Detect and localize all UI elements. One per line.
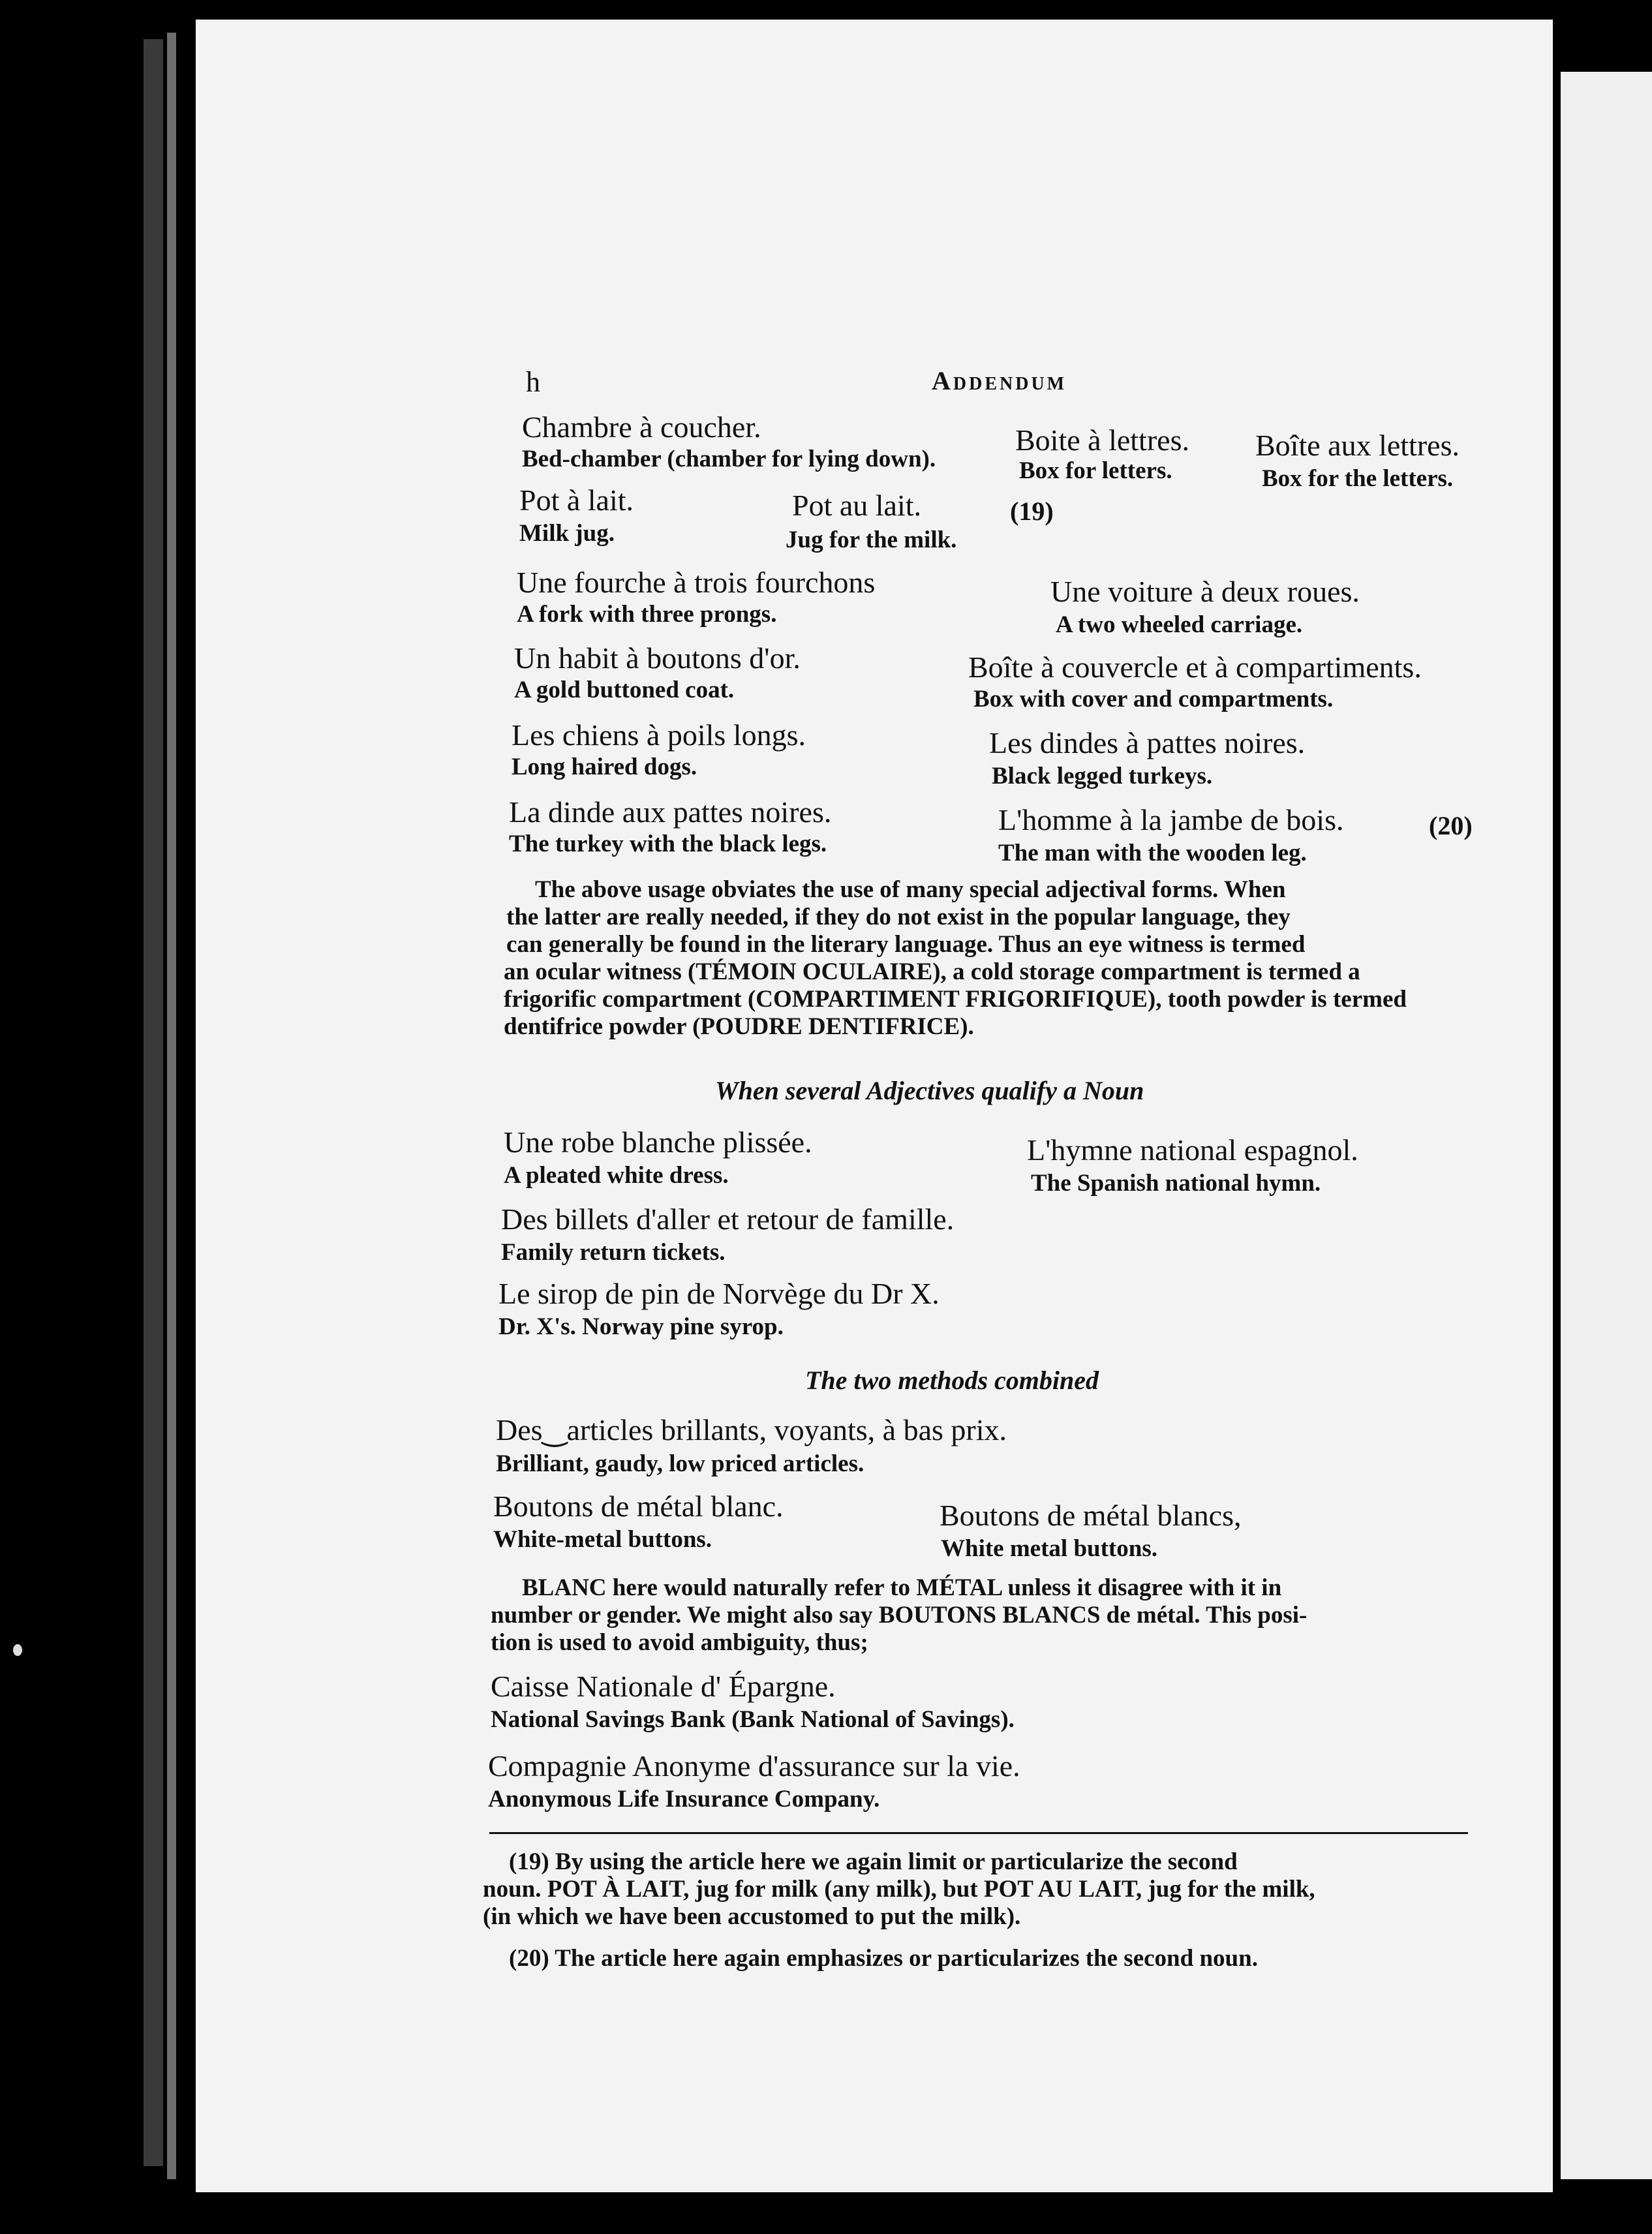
footnote-marker-19: (19) <box>1010 497 1054 526</box>
example-en: Black legged turkeys. <box>992 763 1213 789</box>
example-en: A pleated white dress. <box>504 1162 729 1189</box>
example-en: National Savings Bank (Bank National of Savings). <box>491 1706 1015 1733</box>
paragraph-line: frigorific compartment (COMPARTIMENT FRIGORIFIQUE), tooth powder is termed <box>504 986 1407 1013</box>
example-fr: Une robe blanche plissée. <box>504 1125 812 1159</box>
example-fr: La dinde aux pattes noires. <box>509 795 832 829</box>
scan-speck <box>13 1644 22 1656</box>
example-fr: Une fourche à trois fourchons <box>517 566 876 599</box>
paragraph-line: can generally be found in the literary language. Thus an eye witness is termed <box>506 931 1306 958</box>
footnote-line: (in which we have been accustomed to put the milk). <box>483 1903 1021 1930</box>
example-fr: Pot au lait. <box>792 489 922 522</box>
example-en: Milk jug. <box>519 520 615 547</box>
running-header: Addendum <box>932 366 1067 395</box>
paragraph-line: The above usage obviates the use of many special adjectival forms. When <box>535 876 1286 903</box>
paragraph-line: the latter are really needed, if they do not exist in the popular language, they <box>506 904 1291 930</box>
example-fr: Les chiens à poils longs. <box>512 718 806 752</box>
example-fr: Des billets d'aller et retour de famille. <box>501 1202 955 1236</box>
example-en: White metal buttons. <box>941 1535 1157 1562</box>
example-fr: Boutons de métal blancs, <box>940 1499 1242 1532</box>
example-en: A fork with three prongs. <box>517 601 777 628</box>
example-fr: Pot à lait. <box>519 483 634 517</box>
example-en: Long haired dogs. <box>512 754 697 780</box>
paragraph-line: tion is used to avoid ambiguity, thus; <box>491 1629 868 1656</box>
paragraph-line: dentifrice powder (POUDRE DENTIFRICE). <box>504 1013 974 1040</box>
example-en: White-metal buttons. <box>493 1526 712 1553</box>
example-en: Dr. X's. Norway pine syrop. <box>498 1313 784 1340</box>
example-en: The man with the wooden leg. <box>998 840 1307 866</box>
example-fr: L'hymne national espagnol. <box>1027 1133 1358 1167</box>
next-page-edge <box>1561 72 1652 2179</box>
paragraph-line: an ocular witness (TÉMOIN OCULAIRE), a cold storage compartment is termed a <box>504 958 1360 985</box>
example-fr: Boîte à couvercle et à compartiments. <box>968 650 1422 684</box>
example-fr: Chambre à coucher. <box>522 410 761 444</box>
section-heading: When several Adjectives qualify a Noun <box>715 1076 1144 1105</box>
example-fr: Le sirop de pin de Norvège du Dr X. <box>498 1277 940 1310</box>
footnote-line: noun. POT À LAIT, jug for milk (any milk), but POT AU LAIT, jug for the milk, <box>483 1876 1315 1903</box>
example-en: Box with cover and compartments. <box>973 686 1334 712</box>
example-en: The turkey with the black legs. <box>509 831 827 857</box>
example-en: A two wheeled carriage. <box>1056 611 1303 638</box>
paragraph-line: number or gender. We might also say BOUTONS BLANCS de métal. This posi- <box>491 1602 1308 1629</box>
example-fr: Une voiture à deux roues. <box>1050 575 1360 608</box>
paragraph-line: BLANC here would naturally refer to MÉTAL unless it disagree with it in <box>522 1574 1282 1601</box>
example-en: The Spanish national hymn. <box>1031 1170 1321 1197</box>
example-fr: L'homme à la jambe de bois. <box>998 803 1344 836</box>
example-en: Family return tickets. <box>501 1239 726 1266</box>
footnote-marker-20: (20) <box>1429 811 1473 840</box>
example-en: A gold buttoned coat. <box>514 677 735 703</box>
footnote-20: (20) The article here again emphasizes or particularizes the second noun. <box>509 1945 1258 1972</box>
footnote-rule <box>489 1832 1468 1834</box>
example-en: Anonymous Life Insurance Company. <box>488 1786 880 1813</box>
example-en: Bed-chamber (chamber for lying down). <box>522 446 936 472</box>
example-fr: Boite à lettres. <box>1015 423 1189 457</box>
page-number: h <box>526 366 540 398</box>
footnote-line: (19) By using the article here we again limit or particularize the second <box>509 1848 1238 1875</box>
section-heading: The two methods combined <box>805 1366 1099 1395</box>
page-stack-edge-light <box>167 33 176 2179</box>
example-en: Brilliant, gaudy, low priced articles. <box>496 1450 864 1477</box>
example-fr: Caisse Nationale d' Épargne. <box>491 1670 836 1703</box>
page-stack-edge <box>144 39 163 2166</box>
example-fr: Boîte aux lettres. <box>1255 429 1460 462</box>
example-en: Jug for the milk. <box>786 527 957 553</box>
example-fr: Un habit à boutons d'or. <box>514 641 801 675</box>
example-fr: Des‿articles brillants, voyants, à bas prix. <box>496 1413 1007 1446</box>
scan-binding-shadow <box>0 0 157 2234</box>
example-en: Box for letters. <box>1019 457 1172 484</box>
example-fr: Les dindes à pattes noires. <box>989 726 1306 759</box>
example-fr: Compagnie Anonyme d'assurance sur la vie. <box>488 1749 1020 1783</box>
example-en: Box for the letters. <box>1262 465 1454 492</box>
example-fr: Boutons de métal blanc. <box>493 1490 784 1523</box>
